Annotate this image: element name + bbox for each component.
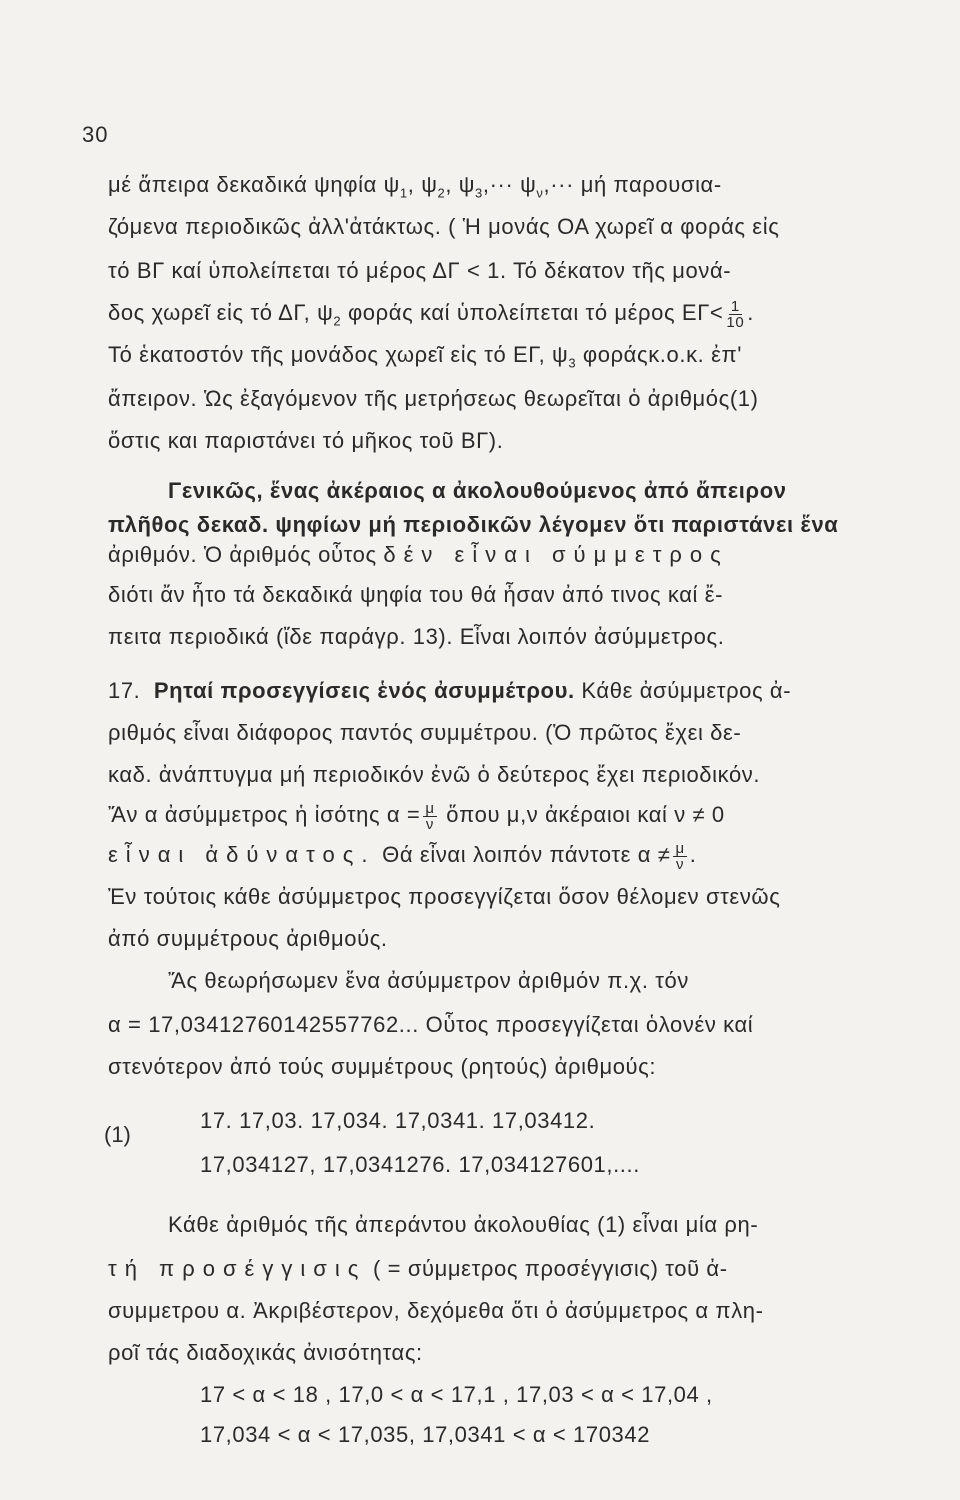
text-line-4: δος χωρεῖ εἰς τό ΔΓ, $\psi_2$ φοράς καί ὑπολείπεται τό μέρος ΕΓ< $\frac{1}{10}$ . — [108, 297, 754, 331]
text-line-21: α = 17,03412760142557762... Οὗτος προσεγγίζεται ὁλονέν καί — [108, 1012, 754, 1037]
fraction-mu-nu: $\frac{\mu}{\nu}$ — [425, 799, 435, 833]
text-line-14: ριθμός εἶναι διάφορος παντός συμμέτρου. (Ὁ πρῶτος ἔχει δε- — [108, 720, 742, 745]
inequality-line-2: 17,034 < α < 17,035, 17,0341 < α < 170342 — [200, 1422, 651, 1447]
text-line-5: Τό ἑκατοστόν τῆς μονάδος χωρεῖ εἰς τό ΕΓ, $\psi_3$ φοράςκ.ο.κ. ἐπ' — [108, 342, 743, 371]
text-line-8: Γενικῶς, ἕνας ἀκέραιος α ἀκολουθούμενος ἀπό ἄπειρον — [168, 478, 787, 503]
text-line-19: ἀπό συμμέτρους ἀριθμούς. — [108, 926, 388, 951]
text-line-25: συμμετρου α. Ἀκριβέστερον, δεχόμεθα ὅτι ὁ ἀσύμμετρος α πλη- — [108, 1298, 764, 1323]
text-line-10: ἀριθμόν. Ὁ ἀριθμός οὗτος δέν εἶναι σύμμετρος — [108, 542, 729, 567]
sequence-line-2: 17,034127, 17,0341276. 17,034127601,.... — [200, 1152, 640, 1177]
text-line-1: μέ ἄπειρα δεκαδικά ψηφία $\psi_1$, $\psi_2$, $\psi_3,\cdot\cdot\cdot \psi_\nu,\cdot\cdot\cdot \mu ή$ παρουσια- — [108, 172, 722, 201]
text-line-7: ὅστις και παριστάνει τό μῆκος τοῦ ΒΓ). — [108, 428, 504, 453]
text-line-3: τό ΒΓ καί ὑπολείπεται τό μέρος ΔΓ < 1. Τό δέκατον τῆς μονά- — [108, 258, 732, 283]
text-line-26: ροῖ τάς διαδοχικάς ἀνισότητας: — [108, 1340, 423, 1365]
fraction-1-10: $\frac{1}{10}$ — [726, 297, 745, 331]
text-line-2: ζόμενα περιοδικῶς ἀλλ'ἀτάκτως. ( Ἡ μονάς ΟΑ χωρεῖ α φοράς εἰς — [108, 214, 780, 239]
text-line-18: Ἐν τούτοις κάθε ἀσύμμετρος προσεγγίζεται ὅσον θέλομεν στενῶς — [108, 884, 781, 909]
inequality-line-1: 17 < α < 18 , 17,0 < α < 17,1 , 17,03 < α < 17,04 , — [200, 1382, 713, 1407]
text-line-20: Ἄς θεωρήσωμεν ἕνα ἀσύμμετρον ἀριθμόν π.χ. τόν — [168, 968, 689, 993]
fraction-mu-nu-2: $\frac{\mu}{\nu}$ — [675, 839, 685, 873]
text-line-24: τή προσέγγισις ( = σύμμετρος προσέγγισις) τοῦ ἀ- — [108, 1256, 728, 1281]
text-line-16: Ἄν α ἀσύμμετρος ἡ ἰσότης α = $\frac{\mu}{\nu}$ ὅπου μ,ν ἀκέραιοι καί ν ≠ 0 — [108, 799, 725, 833]
sequence-line-1: 17. 17,03. 17,034. 17,0341. 17,03412. — [200, 1108, 596, 1133]
text-line-22: στενότερον ἀπό τούς συμμέτρους (ρητούς) ἀριθμούς: — [108, 1054, 657, 1079]
text-line-12: πειτα περιοδικά (ἴδε παράγρ. 13). Εἶναι λοιπόν ἀσύμμετρος. — [108, 624, 725, 649]
section-17-heading: 17. Ρηταί προσεγγίσεις ἑνός ἀσυμμέτρου. Κάθε ἀσύμμετρος ἀ- — [108, 678, 792, 703]
text-line-11: διότι ἄν ἦτο τά δεκαδικά ψηφία του θά ἦσαν ἀπό τινος καί ἔ- — [108, 582, 724, 607]
text-line-6: ἄπειρον. Ὡς ἐξαγόμενον τῆς μετρήσεως θεωρεῖται ὁ ἀριθμός(1) — [108, 386, 759, 411]
text-line-9: πλῆθος δεκαδ. ψηφίων μή περιοδικῶν λέγομεν ὅτι παριστάνει ἕνα — [108, 512, 839, 537]
page-number: 30 — [82, 122, 109, 147]
sequence-label: (1) — [104, 1122, 131, 1147]
text-line-15: καδ. ἀνάπτυγμα μή περιοδικόν ἐνῶ ὁ δεύτερος ἔχει περιοδικόν. — [108, 762, 761, 787]
text-line-17: εἶναι ἀδύνατος. Θά εἶναι λοιπόν πάντοτε α ≠ $\frac{\mu}{\nu}$ . — [108, 839, 697, 873]
text-line-23: Κάθε ἀριθμός τῆς ἀπεράντου ἀκολουθίας (1) εἶναι μία ρη- — [168, 1212, 759, 1237]
